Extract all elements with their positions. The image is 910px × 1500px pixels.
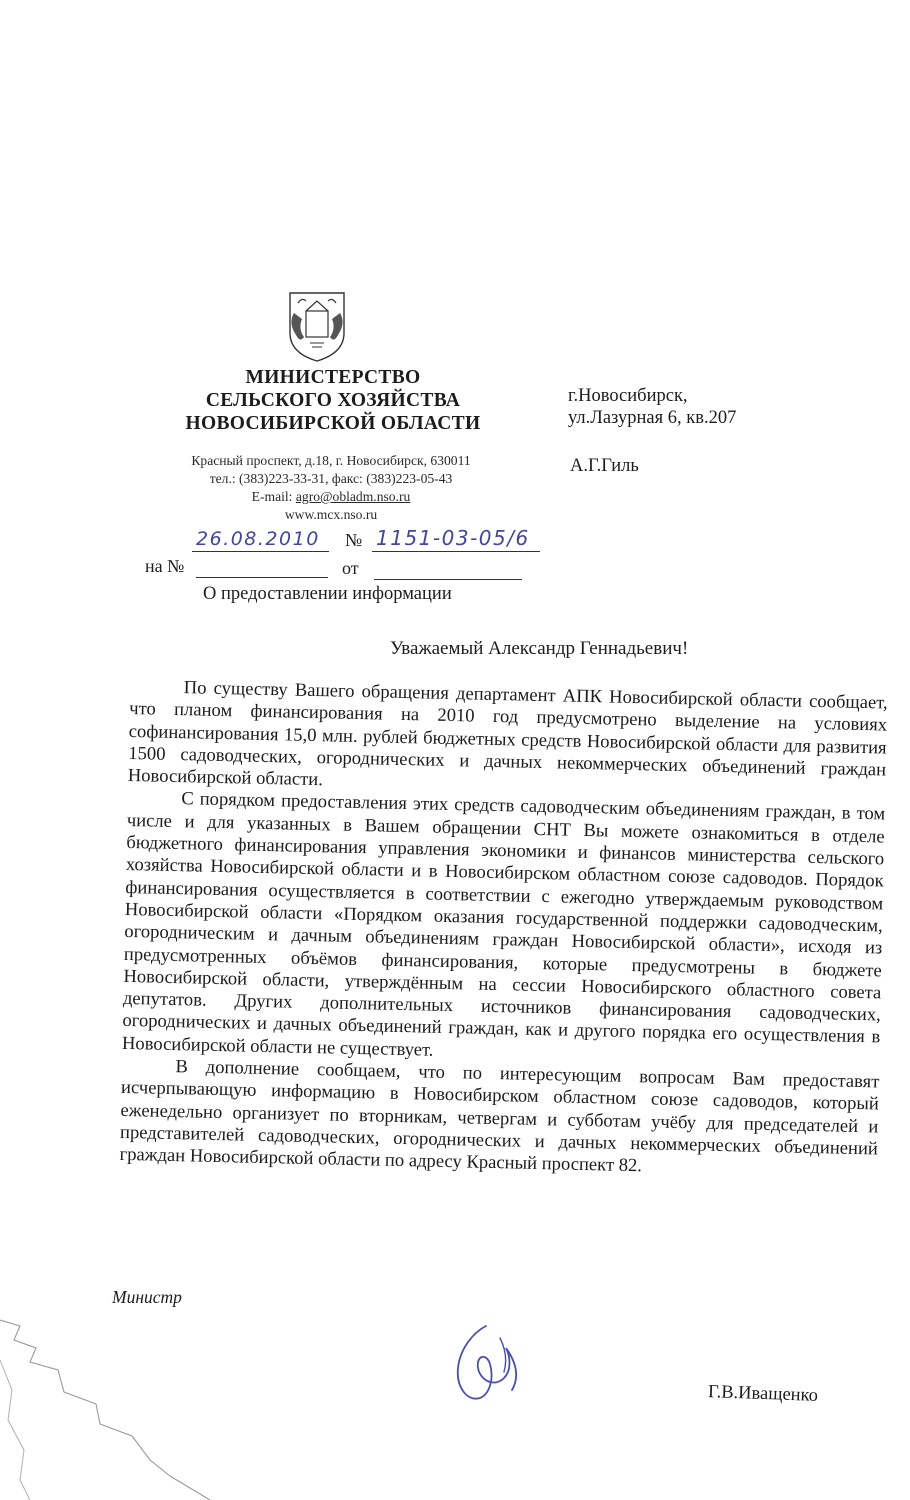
- on-number-line: [196, 577, 328, 578]
- recipient-street: ул.Лазурная 6, кв.207: [568, 408, 737, 428]
- on-number-label: на №: [145, 556, 185, 576]
- date-underline: [192, 551, 329, 552]
- ministry-line-2: СЕЛЬСКОГО ХОЗЯЙСТВА: [205, 390, 461, 411]
- letter-date: 26.08.2010: [196, 528, 320, 550]
- coat-of-arms-icon: [276, 283, 358, 365]
- ministry-address: Красный проспект, д.18, г. Новосибирск, 630011: [191, 453, 471, 468]
- greeting: Уважаемый Александр Геннадьевич!: [390, 638, 689, 659]
- paragraph-2: С порядком предоставления этих средств садоводческим объединениям граждан, в том числе и для указанных в Вашем обращении СНТ Вы можете ознакомиться в отделе бюджетного финансирования управления экономики и финансов министерства сельского хозяйства Новосибирской области и в Новосибирском областном союзе садоводов. Порядок финансирования осуществляется в соответствии с ежегодно утверждаемым руководством Новосибирской области «Порядком оказания государственной поддержки садоводческим, огородническим и дачным объединениям граждан Новосибирской области», исходя из предусмотренных объёмов финансирования, которые предусмотрены в бюджете Новосибирской области, утверждённым на сессии Новосибирского областного совета депутатов. Других дополнительных источников финансирования садоводческих, огороднических и дачных объединений граждан, как и другого порядка его осуществления в Новосибирской области не существует.: [121, 788, 886, 1061]
- recipient-city: г.Новосибирск,: [568, 386, 688, 406]
- number-sign: №: [345, 530, 363, 550]
- email-label: E-mail:: [251, 489, 293, 504]
- ministry-line-1: МИНИСТЕРСТВО: [245, 367, 421, 388]
- ministry-email-row: [140, 488, 522, 506]
- letter-number: 1151-03-05/6: [376, 526, 530, 550]
- letter-subject: О предоставлении информации: [203, 584, 452, 604]
- paragraph-3: В дополнение сообщаем, что по интересующим вопросам Вам предоставят исчерпывающую информацию в Новосибирском областном союзе садоводов, который еженедельно организует по вторникам, четвергам и субботам учёбу для председателей и представителей садоводческих, огороднических и дачных некоммерческих объединений граждан Новосибирской области по адресу Красный проспект 82.: [119, 1056, 880, 1177]
- from-line: [374, 579, 522, 580]
- ministry-line-3: НОВОСИБИРСКОЙ ОБЛАСТИ: [185, 413, 481, 434]
- from-label: от: [342, 558, 359, 578]
- position-title: Министр: [112, 1287, 182, 1307]
- email-link[interactable]: agro@obladm.nso.ru: [295, 489, 411, 504]
- ministry-name: [150, 366, 516, 435]
- paragraph-1: По существу Вашего обращения департамент АПК Новосибирской области сообщает, что планом финансирования на 2010 год предусмотрено выделение на условиях софинансирования 15,0 млн. рублей бюджетных средств Новосибирской области для развития 1500 садоводческих, огороднических и дачных некоммерческих объединений граждан Новосибирской области.: [127, 677, 888, 791]
- ministry-contacts: [140, 452, 522, 524]
- recipient-name: А.Г.Гиль: [570, 456, 639, 476]
- handwritten-signature: [446, 1318, 528, 1408]
- signer-name: Г.В.Иващенко: [707, 1382, 819, 1406]
- letter-body: [119, 676, 888, 1183]
- number-underline: [372, 551, 540, 552]
- torn-edge-artifact: [0, 1300, 260, 1500]
- ministry-website[interactable]: www.mcx.nso.ru: [284, 507, 378, 522]
- ministry-phone: тел.: (383)223-33-31, факс: (383)223-05-43: [209, 471, 453, 486]
